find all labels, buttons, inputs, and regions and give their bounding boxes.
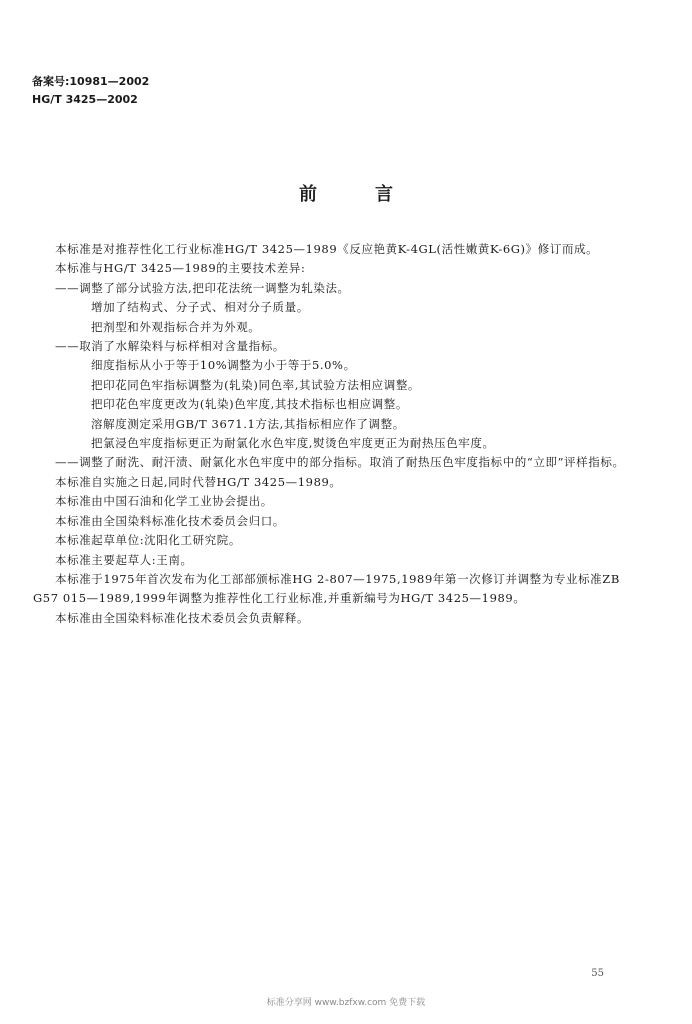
paragraph: 本标准自实施之日起,同时代替HG/T 3425—1989。 xyxy=(55,474,342,489)
list-item: ——调整了部分试验方法,把印花法统一调整为轧染法。 xyxy=(55,280,350,295)
list-item: 把氯浸色牢度指标更正为耐氯化水色牢度,熨烫色牢度更正为耐热压色牢度。 xyxy=(91,436,495,451)
list-item: 溶解度测定采用GB/T 3671.1方法,其指标相应作了调整。 xyxy=(91,416,405,431)
list-item: 细度指标从小于等于10%调整为小于等于5.0%。 xyxy=(91,358,356,373)
list-item: 把印花色牢度更改为(轧染)色牢度,其技术指标也相应调整。 xyxy=(91,397,408,412)
paragraph: 本标准由全国染料标准化技术委员会负责解释。 xyxy=(55,610,310,625)
document-header xyxy=(32,73,149,109)
list-item: ——取消了水解染料与标样相对含量指标。 xyxy=(55,339,285,354)
paragraph-intro: 本标准是对推荐性化工行业标准HG/T 3425—1989《反应艳黄K-4GL(活性嫩黄K-6G)》修订而成。 xyxy=(55,242,599,256)
page-number: 55 xyxy=(591,968,604,979)
list-item: 把剂型和外观指标合并为外观。 xyxy=(91,319,261,334)
standard-number: HG/T 3425—2002 xyxy=(32,93,138,106)
list-item: ——调整了耐洗、耐汗渍、耐氯化水色牢度中的部分指标。取消了耐热压色牢度指标中的“立即”评样指标。 xyxy=(55,455,625,470)
paragraph: 本标准由全国染料标准化技术委员会归口。 xyxy=(55,513,285,528)
paragraph: 本标准主要起草人:王南。 xyxy=(55,552,193,567)
watermark-text: 标准分享网 www.bzfxw.com 免费下载 xyxy=(266,998,426,1008)
paragraph: 本标准起草单位:沈阳化工研究院。 xyxy=(55,533,241,548)
document-body xyxy=(33,240,641,628)
list-item: 增加了结构式、分子式、相对分子质量。 xyxy=(91,300,309,315)
page-title: 前言 xyxy=(299,184,451,205)
list-item: 把印花同色牢指标调整为(轧染)同色率,其试验方法相应调整。 xyxy=(91,377,421,392)
paragraph-differences: 本标准与HG/T 3425—1989的主要技术差异: xyxy=(55,261,306,276)
paragraph: 本标准由中国石油和化学工业协会提出。 xyxy=(55,494,273,509)
paragraph-history: 本标准于1975年首次发布为化工部部颁标准HG 2-807—1975,1989年第一次修订并调整为专业标准ZB G57 015—1989,1999年调整为推荐性化工行业标准,并重新编号为HG/T 3425—1989。 xyxy=(33,571,620,606)
record-number: 备案号:10981—2002 xyxy=(32,75,150,88)
